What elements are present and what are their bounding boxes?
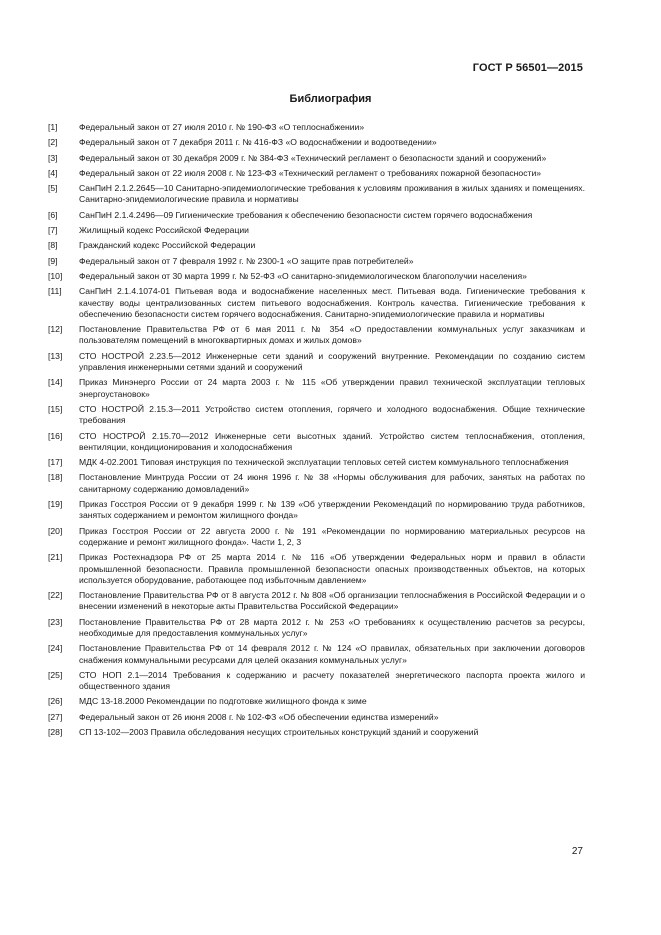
- bibliography-entry: [48, 286, 585, 320]
- entry-text: Федеральный закон от 27 июля 2010 г. № 190-ФЗ «О теплоснабжении»: [79, 122, 365, 132]
- entry-text: Федеральный закон от 22 июля 2008 г. № 123-ФЗ «Технический регламент о требованиях пожарной безопасности»: [79, 167, 542, 178]
- entry-number: [24]: [48, 643, 63, 654]
- bibliography-entry: [48, 137, 585, 148]
- bibliography-entry: [48, 727, 585, 738]
- entry-text: МДС 13-18.2000 Рекомендации по подготовке жилищного фонда к зиме: [79, 696, 367, 707]
- entry-number: [10]: [48, 270, 63, 281]
- entry-text: Федеральный закон от 7 декабря 2011 г. № 416-ФЗ «О водоснабжении и водоотведении»: [79, 137, 437, 148]
- entry-text: СанПиН 2.1.4.1074-01 Питьевая вода и водоснабжение населенных мест. Питьевая вода. Гигиенические требования к качеству воды централизованных систем питьевого водоснабжения. Контроль качества. Гигиенические требования к обеспечению безопасности систем горячего водоснабжения. Санитарно-эпидемиологические правила и нормативы: [79, 286, 585, 319]
- entry-text: СанПиН 2.1.2.2645—10 Санитарно-эпидемиологические требования к условиям проживания в жилых зданиях и помещениях. Санитарно-эпидемиологические правила и нормативы: [79, 183, 585, 205]
- entry-number: [20]: [48, 525, 63, 536]
- entry-number: [14]: [48, 377, 63, 388]
- bibliography-entry: [48, 643, 585, 666]
- entry-text: СанПиН 2.1.4.2496—09 Гигиенические требования к обеспечению безопасности систем горячего водоснабжения: [79, 209, 533, 220]
- bibliography-entry: [48, 256, 585, 267]
- entry-number: [19]: [48, 499, 63, 510]
- bibliography-entry: [48, 240, 585, 251]
- bibliography-entry: [48, 552, 585, 586]
- document-code: ГОСТ Р 56501—2015: [472, 62, 583, 74]
- bibliography-entry: [48, 712, 585, 723]
- entry-number: [27]: [48, 711, 63, 722]
- entry-text: Жилищный кодекс Российской Федерации: [79, 225, 249, 236]
- bibliography-entry: [48, 210, 585, 221]
- bibliography-entry: [48, 617, 585, 640]
- bibliography-entry: [48, 590, 585, 613]
- entry-text: Приказ Госстроя России от 22 августа 2000 г. № 191 «Рекомендации по нормированию материальных ресурсов на содержание и ремонт жилищного фонда». Части 1, 2, 3: [79, 525, 585, 547]
- entry-text: Приказ Ростехнадзора РФ от 25 марта 2014 г. № 116 «Об утверждении Федеральных норм и правил в области промышленной безопасности. Правила промышленной безопасности опасных производственных объектов, на которых используется оборудование, работающее под избыточным давлением»: [79, 552, 585, 585]
- entry-number: [9]: [48, 255, 58, 266]
- entry-text: Постановление Правительства РФ от 6 мая 2011 г. № 354 «О предоставлении коммунальных услуг заказчикам и пользователям помещений в многоквартирных домах и жилых домов»: [79, 324, 585, 346]
- entry-text: Федеральный закон от 30 марта 1999 г. № 52-ФЗ «О санитарно-эпидемиологическом благополучии населения»: [79, 270, 527, 281]
- bibliography-entry: [48, 183, 585, 206]
- bibliography-entry: [48, 122, 585, 133]
- bibliography-entry: [48, 377, 585, 400]
- entry-text: Постановление Правительства РФ от 8 августа 2012 г. № 808 «Об организации теплоснабжения в Российской Федерации и о внесении изменений в некоторые акты Правительства Российской Федерации»: [79, 590, 585, 612]
- bibliography-entry: [48, 225, 585, 236]
- entry-text: СТО НОСТРОЙ 2.23.5—2012 Инженерные сети зданий и сооружений внутренние. Рекомендации по созданию систем управления инженерными сетями зданий и сооружений: [79, 350, 585, 373]
- entry-number: [21]: [48, 552, 63, 563]
- entry-text: МДК 4-02.2001 Типовая инструкция по технической эксплуатации тепловых сетей систем коммунального теплоснабжения: [79, 457, 569, 468]
- bibliography-entry: [48, 404, 585, 427]
- bibliography-entry: [48, 526, 585, 549]
- bibliography-entry: [48, 153, 585, 164]
- entry-text: Федеральный закон от 30 декабря 2009 г. № 384-ФЗ «Технический регламент о безопасности зданий и сооружений»: [79, 152, 547, 163]
- entry-number: [6]: [48, 209, 58, 220]
- entry-number: [22]: [48, 590, 63, 601]
- entry-text: Федеральный закон от 26 июня 2008 г. № 102-ФЗ «Об обеспечении единства измерений»: [79, 711, 439, 722]
- entry-number: [1]: [48, 122, 58, 132]
- bibliography-entry: [48, 457, 585, 468]
- bibliography-entry: [48, 271, 585, 282]
- bibliography-entry: [48, 472, 585, 495]
- bibliography-entry: [48, 324, 585, 347]
- entry-text: Постановление Правительства РФ от 28 марта 2012 г. № 253 «О требованиях к осуществлению расчетов за ресурсы, необходимые для предоставления коммунальных услуг»: [79, 616, 585, 638]
- entry-number: [3]: [48, 152, 58, 163]
- entry-number: [7]: [48, 225, 58, 236]
- entry-number: [16]: [48, 430, 63, 441]
- entry-text: СТО НОП 2.1—2014 Требования к содержанию и расчету показателей энергетического паспорта проекта жилого и общественного здания: [79, 669, 585, 692]
- entry-text: Постановление Минтруда России от 24 июня 1996 г. № 38 «Нормы обслуживания для рабочих, занятых на работах по санитарному содержанию домовладений»: [79, 472, 585, 494]
- entry-number: [12]: [48, 324, 63, 335]
- entry-number: [26]: [48, 696, 63, 707]
- entry-number: [17]: [48, 457, 63, 468]
- entry-text: СТО НОСТРОЙ 2.15.70—2012 Инженерные сети высотных зданий. Устройство систем теплоснабжения, отопления, вентиляции, кондиционирования и холодоснабжения: [79, 430, 585, 452]
- entry-text: Федеральный закон от 7 февраля 1992 г. № 2300-1 «О защите прав потребителей»: [79, 255, 414, 266]
- entry-number: [2]: [48, 137, 58, 148]
- bibliography-entry: [48, 499, 585, 522]
- entry-text: Приказ Госстроя России от 9 декабря 1999 г. № 139 «Об утверждении Рекомендаций по нормированию труда работников, занятых содержанием и ремонтом жилищного фонда»: [79, 499, 585, 521]
- entry-text: СП 13-102—2003 Правила обследования несущих строительных конструкций зданий и сооружений: [79, 727, 479, 738]
- entry-number: [11]: [48, 286, 62, 297]
- entry-number: [28]: [48, 727, 63, 738]
- bibliography-entry: [48, 696, 585, 707]
- bibliography-entry: [48, 168, 585, 179]
- page-number: 27: [571, 846, 583, 857]
- bibliography-list: [48, 122, 585, 742]
- entry-text: Постановление Правительства РФ от 14 февраля 2012 г. № 124 «О правилах, обязательных при заключении договоров снабжения коммунальными ресурсами для целей оказания коммунальных услуг»: [79, 643, 585, 665]
- bibliography-entry: [48, 351, 585, 374]
- entry-number: [4]: [48, 167, 58, 178]
- entry-text: Гражданский кодекс Российской Федерации: [79, 240, 256, 251]
- entry-number: [13]: [48, 350, 63, 361]
- bibliography-entry: [48, 670, 585, 693]
- entry-number: [18]: [48, 472, 63, 483]
- entry-number: [8]: [48, 240, 58, 251]
- entry-number: [23]: [48, 616, 63, 627]
- entry-text: Приказ Минэнерго России от 24 марта 2003 г. № 115 «Об утверждении правил технической эксплуатации тепловых энергоустановок»: [79, 377, 585, 399]
- entry-number: [25]: [48, 669, 63, 680]
- entry-number: [15]: [48, 403, 63, 414]
- section-title: Библиография: [289, 93, 372, 105]
- bibliography-entry: [48, 431, 585, 454]
- entry-text: СТО НОСТРОЙ 2.15.3—2011 Устройство систем отопления, горячего и холодного водоснабжения. Общие технические требования: [79, 403, 585, 426]
- entry-number: [5]: [48, 183, 58, 194]
